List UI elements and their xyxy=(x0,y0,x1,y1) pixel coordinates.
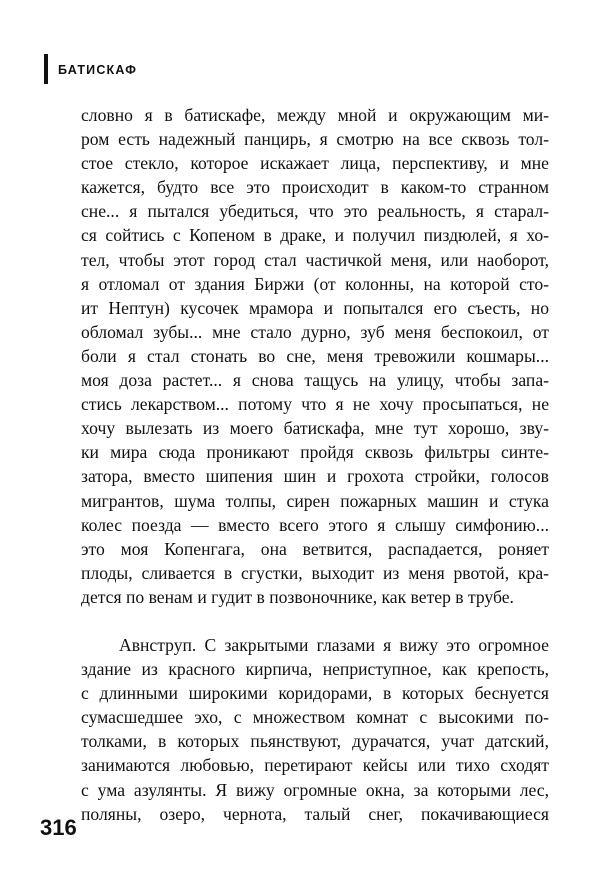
text-line: стое стекло, которое искажает лица, перспективу, и мне xyxy=(81,153,549,174)
text-line: ки мира сюда проникают пройдя сквозь фильтры синте- xyxy=(81,442,549,463)
text-line: словно я в батискафе, между мной и окружающим ми- xyxy=(81,105,549,125)
paragraph-2 xyxy=(81,633,549,826)
text-line: боли я стал стонать во сне, меня тревожили кошмары... xyxy=(81,345,549,366)
text-line: ром есть надежный панцирь, я смотрю на все сквозь тол- xyxy=(81,129,549,150)
text-line: моя доза растет... я снова тащусь на улицу, чтобы запа- xyxy=(81,370,549,391)
text-line: с длинными широкими коридорами, в которых беснуется xyxy=(81,683,549,704)
text-line: мигрантов, шума толпы, сирен пожарных машин и стука xyxy=(81,490,549,511)
text-line: занимаются любовью, перетирают кейсы или тихо сходят xyxy=(81,755,549,776)
text-line: обломал зубы... мне стало дурно, зуб меня беспокоил, от xyxy=(81,321,549,342)
text-line: хочу вылезать из моего батискафа, мне тут хорошо, зву- xyxy=(81,418,549,439)
text-line: тел, чтобы этот город стал частичкой меня, или наоборот, xyxy=(81,249,549,270)
running-head: БАТИСКАФ xyxy=(58,63,138,77)
text-line: сне... я пытался убедиться, что это реальность, я старал- xyxy=(81,201,549,222)
paragraph-gap xyxy=(81,609,549,633)
text-line: Авнструп. С закрытыми глазами я вижу это огромное xyxy=(119,634,549,655)
text-line: толками, в которых пьянствуют, дурачатся, учат датский, xyxy=(81,731,549,752)
text-line: сумасшедшее эхо, с множеством комнат с высокими по- xyxy=(81,707,549,728)
text-line: я отломал от здания Биржи (от колонны, на которой сто- xyxy=(81,273,549,294)
text-line: здание из красного кирпича, неприступное, как крепость, xyxy=(81,659,549,680)
text-line: это моя Копенгага, она ветвится, распадается, роняет xyxy=(81,538,549,559)
paragraph-1 xyxy=(81,103,549,609)
text-line: колес поезда — вместо всего этого я слышу симфонию... xyxy=(81,514,549,535)
text-line: кажется, будто все это происходит в каком-то странном xyxy=(81,177,549,198)
text-line: с ума азулянты. Я вижу огромные окна, за которыми лес, xyxy=(81,779,549,800)
text-line: плоды, сливается в сгустки, выходит из меня рвотой, кра- xyxy=(81,562,549,583)
text-line: ит Нептун) кусочек мрамора и попытался его съесть, но xyxy=(81,297,549,318)
text-line: поляны, озеро, чернота, талый снег, покачивающиеся xyxy=(81,803,549,824)
header-rule xyxy=(44,54,48,84)
text-line: дется по венам и гудит в позвоночнике, как ветер в трубе. xyxy=(81,586,514,607)
page-number: 316 xyxy=(40,815,77,840)
body-text xyxy=(81,103,549,826)
text-line: ся сойтись с Копеном в драке, и получил пиздюлей, я хо- xyxy=(81,225,549,246)
text-line: стись лекарством... потому что я не хочу просыпаться, не xyxy=(81,394,549,415)
text-line: затора, вместо шипения шин и грохота стройки, голосов xyxy=(81,466,549,487)
